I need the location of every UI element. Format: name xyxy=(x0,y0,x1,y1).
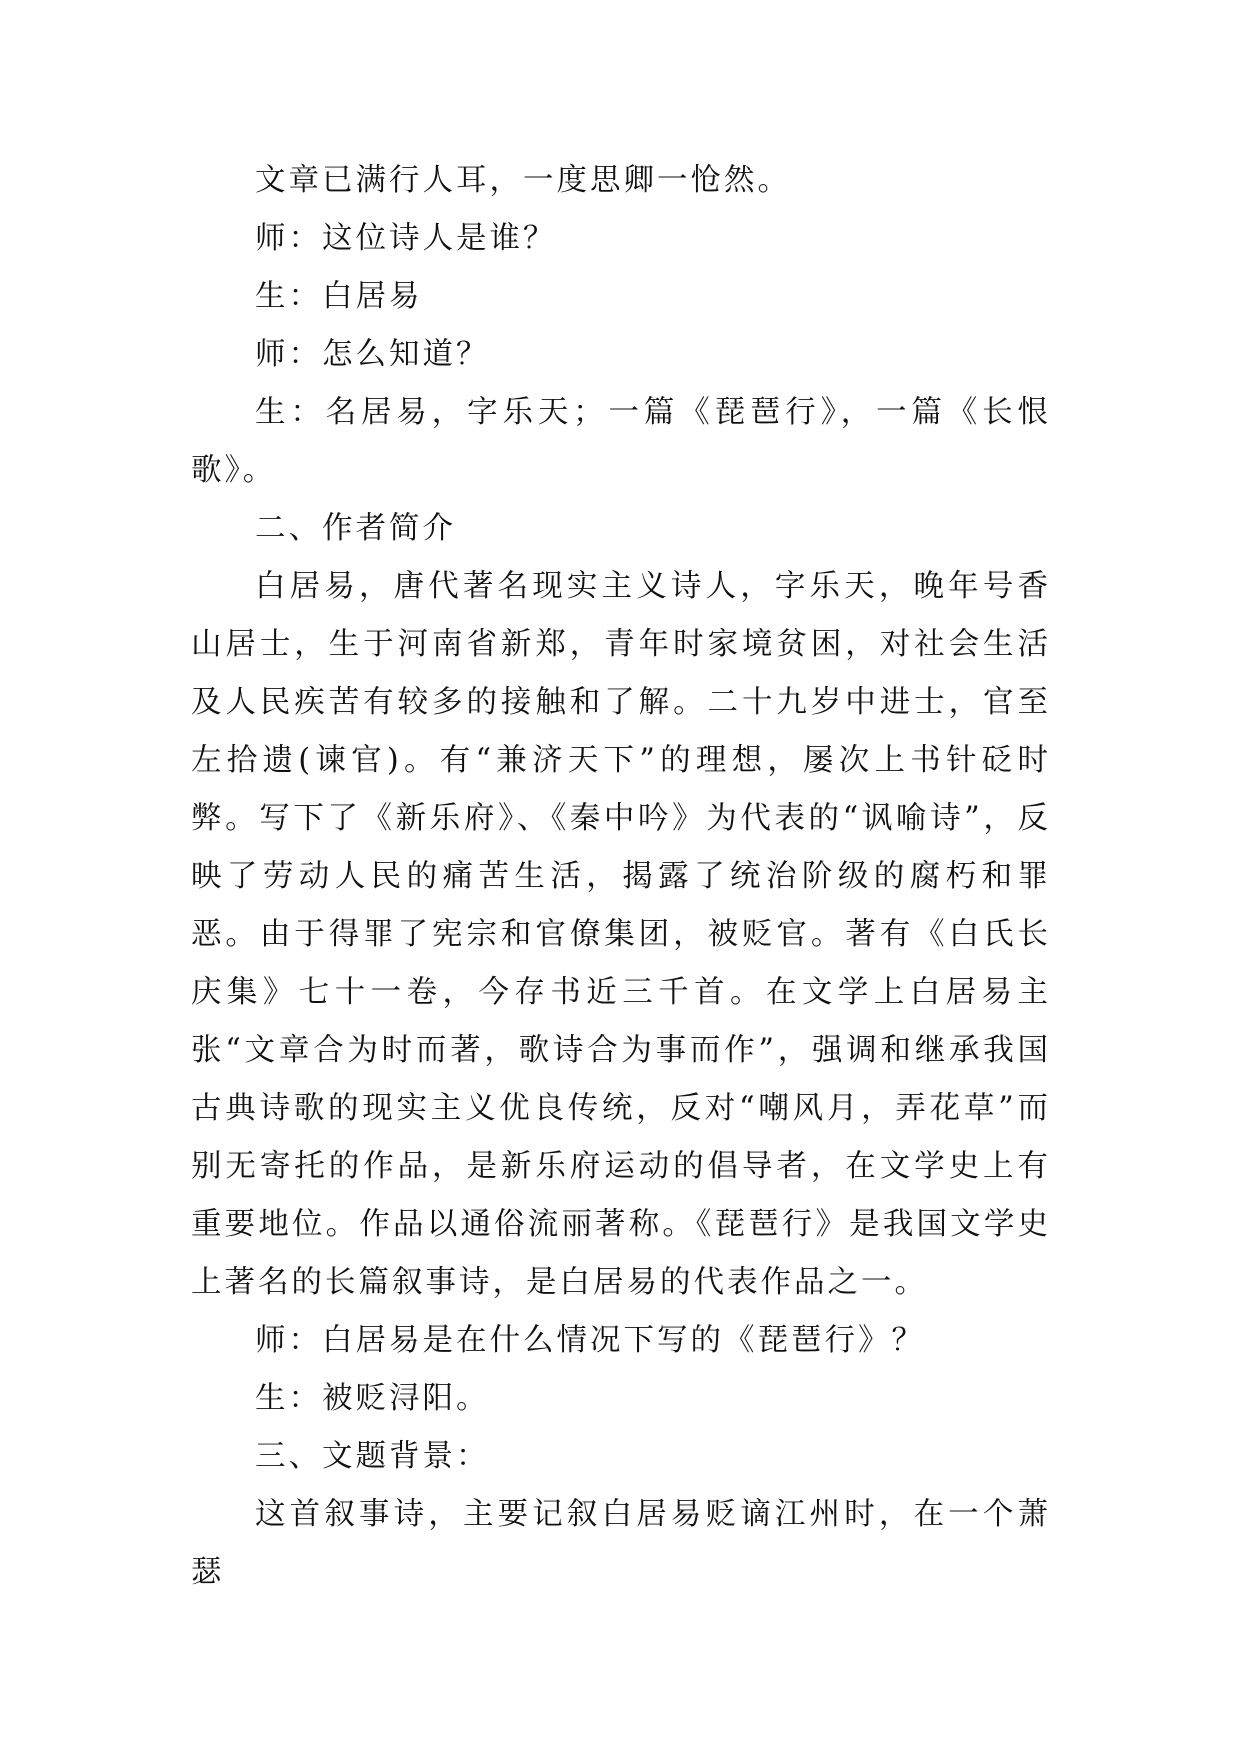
background-paragraph: 这首叙事诗，主要记叙白居易贬谪江州时，在一个萧瑟 xyxy=(191,1497,1051,1590)
dialogue-teacher-question: 师：这位诗人是谁？ xyxy=(255,221,557,256)
dialogue-student-answer: 生：被贬浔阳。 xyxy=(255,1381,490,1416)
dialogue-student-answer: 生：名居易，字乐天；一篇《琵琶行》，一篇《长恨歌》。 xyxy=(191,395,1051,488)
document-page xyxy=(191,152,1051,1602)
dialogue-teacher-question: 师：怎么知道？ xyxy=(255,337,490,372)
dialogue-teacher-question: 师：白居易是在什么情况下写的《琵琶行》？ xyxy=(255,1323,925,1358)
author-intro-paragraph: 白居易，唐代著名现实主义诗人，字乐天，晚年号香山居士，生于河南省新郑，青年时家境贫困，对社会生活及人民疾苦有较多的接触和了解。二十九岁中进士，官至左拾遗(谏官)。有“兼济天下”的理想，屡次上书针砭时弊。写下了《新乐府》、《秦中吟》为代表的“讽喻诗”，反映了劳动人民的痛苦生活，揭露了统治阶级的腐朽和罪恶。由于得罪了宪宗和官僚集团，被贬官。著有《白氏长庆集》七十一卷，今存书近三千首。在文学上白居易主张“文章合为时而著，歌诗合为事而作”，强调和继承我国古典诗歌的现实主义优良传统，反对“嘲风月，弄花草”而别无寄托的作品，是新乐府运动的倡导者，在文学史上有重要地位。作品以通俗流丽著称。《琵琶行》是我国文学史上著名的长篇叙事诗，是白居易的代表作品之一。 xyxy=(191,569,1051,1300)
section-heading-background: 三、文题背景： xyxy=(255,1439,490,1474)
dialogue-student-answer: 生：白居易 xyxy=(255,279,423,314)
section-heading-author: 二、作者简介 xyxy=(255,511,456,546)
poem-line: 文章已满行人耳，一度思卿一怆然。 xyxy=(255,163,791,198)
